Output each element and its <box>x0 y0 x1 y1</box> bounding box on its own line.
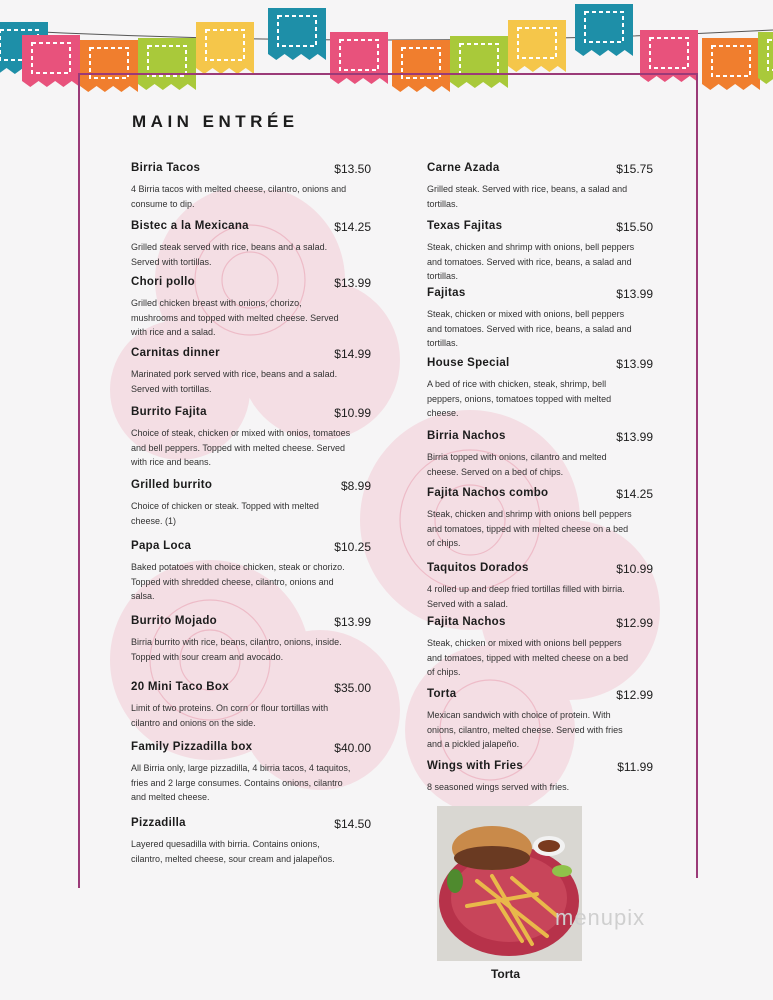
frame-right-border <box>696 73 698 878</box>
menu-item-price: $14.99 <box>334 347 371 361</box>
menu-item-name: Bistec a la Mexicana <box>131 220 249 232</box>
menu-item-name: Fajitas <box>427 287 466 299</box>
menu-item <box>131 615 371 664</box>
menu-item-name: Wings with Fries <box>427 760 524 772</box>
menu-item-name: Torta <box>427 688 457 700</box>
menu-item-name: Carnitas dinner <box>131 347 220 359</box>
menu-item-name: Texas Fajitas <box>427 220 503 232</box>
menu-item <box>427 562 653 611</box>
menu-item-name: Family Pizzadilla box <box>131 741 253 753</box>
menu-item-description: A bed of rice with chicken, steak, shrimp, bell peppers, onions, tomatoes topped with melted cheese. <box>427 379 612 418</box>
banner-flag <box>196 22 254 74</box>
menu-item <box>131 479 371 528</box>
menu-item-description: Grilled steak. Served with rice, beans, a salad and tortillas. <box>427 184 628 209</box>
menu-item-description: Grilled chicken breast with onions, chorizo, mushrooms and topped with melted cheese. Served with rice and a salad. <box>131 298 339 337</box>
menu-item <box>131 681 371 730</box>
menu-item <box>427 162 653 211</box>
banner-flag <box>702 38 760 90</box>
menu-item-price: $13.50 <box>334 162 371 176</box>
menu-item-name: Fajita Nachos <box>427 616 506 628</box>
menu-item-name: Pizzadilla <box>131 817 186 829</box>
menu-item <box>427 616 653 680</box>
banner-flag <box>392 40 450 92</box>
menu-item <box>131 540 371 604</box>
menu-item-description: Choice of chicken or steak. Topped with melted cheese. (1) <box>131 501 319 526</box>
menu-item <box>427 287 653 351</box>
menu-item-price: $13.99 <box>334 276 371 290</box>
menu-item <box>427 487 653 551</box>
menu-item <box>131 817 371 866</box>
menu-item-price: $14.50 <box>334 817 371 831</box>
menu-item-name: Taquitos Dorados <box>427 562 529 574</box>
banner-flag <box>330 32 388 84</box>
banner-flag <box>80 40 138 92</box>
menu-item-price: $12.99 <box>616 688 653 702</box>
menu-item-price: $10.99 <box>334 406 371 420</box>
banner-flag <box>450 36 508 88</box>
menu-item-description: All Birria only, large pizzadilla, 4 birria tacos, 4 taquitos, fries and 2 large consumes. Contains onions, cilantro and melted cheese. <box>131 763 351 802</box>
menu-item-price: $11.99 <box>617 760 653 774</box>
menu-item-description: Grilled steak served with rice, beans and a salad. Served with tortillas. <box>131 242 328 267</box>
menu-item <box>131 162 371 211</box>
menu-item <box>131 276 371 340</box>
menu-item-description: Baked potatoes with choice chicken, steak or chorizo. Topped with shredded cheese, cilantro, onions and salsa. <box>131 562 345 601</box>
menu-item-price: $10.99 <box>616 562 653 576</box>
menu-item-description: Steak, chicken and shrimp with onions, bell peppers and tomatoes. Served with rice, beans, a salad and tortillas. <box>427 242 635 281</box>
photo-caption: Torta <box>490 967 521 981</box>
menu-item-name: Burrito Fajita <box>131 406 207 418</box>
menu-item-price: $15.75 <box>616 162 653 176</box>
frame-left-border <box>78 73 80 888</box>
menu-item-price: $10.25 <box>334 540 371 554</box>
section-title: MAIN ENTRÉE <box>132 112 299 131</box>
menu-item-name: Birria Nachos <box>427 430 506 442</box>
menu-item-price: $13.99 <box>616 430 653 444</box>
watermark-text: menupix <box>555 905 646 930</box>
menu-item-description: Steak, chicken or mixed with onions, bell peppers and tomatoes. Served with rice, beans, a salad and tortillas. <box>427 309 632 348</box>
menu-item-price: $35.00 <box>334 681 371 695</box>
torta-photo <box>437 806 582 961</box>
menu-item-name: 20 Mini Taco Box <box>131 681 229 693</box>
banner-flag <box>268 8 326 60</box>
banner-flags <box>0 4 773 92</box>
menu-item <box>427 760 653 795</box>
menu-item <box>427 430 653 479</box>
menu-item <box>131 741 371 805</box>
menu-item-description: Mexican sandwich with choice of protein. With onions, cilantro, melted cheese. Served with fries and a pickled jalapeño. <box>427 710 623 749</box>
menu-item-description: Limit of two proteins. On corn or flour tortillas with cilantro and onions on the side. <box>131 703 329 728</box>
menu-item <box>131 406 371 470</box>
banner-flag <box>575 4 633 56</box>
menu-item-description: Birria topped with onions, cilantro and melted cheese. Served on a bed of chips. <box>427 452 607 477</box>
menu-item <box>131 347 371 396</box>
menu-item-name: Carne Azada <box>427 162 500 174</box>
menu-item <box>427 357 653 421</box>
menu-item-price: $13.99 <box>334 615 371 629</box>
menu-item-description: Layered quesadilla with birria. Contains onions, cilantro, melted cheese, sour cream and jalapeños. <box>131 839 335 864</box>
menu-item-name: Burrito Mojado <box>131 615 217 627</box>
menu-item-price: $15.50 <box>616 220 653 234</box>
menu-item-price: $13.99 <box>616 287 653 301</box>
banner-flag <box>22 35 80 87</box>
menu-item-name: Birria Tacos <box>131 162 201 174</box>
menu-item-price: $12.99 <box>616 616 653 630</box>
menu-item-name: Papa Loca <box>131 540 192 552</box>
menu-item <box>131 220 371 269</box>
menu-item-description: Steak, chicken or mixed with onions bell peppers and tomatoes, tipped with melted cheese on a bed of chips. <box>427 638 629 677</box>
frame-top-border <box>78 73 698 75</box>
menu-item <box>427 688 653 752</box>
menu-item-name: Fajita Nachos combo <box>427 487 549 499</box>
menu-item-price: $40.00 <box>334 741 371 755</box>
menu-item-description: Marinated pork served with rice, beans and a salad. Served with tortillas. <box>131 369 338 394</box>
menu-item-price: $13.99 <box>616 357 653 371</box>
menu-item-description: 4 rolled up and deep fried tortillas filled with birria. Served with a salad. <box>427 584 625 609</box>
menu-item-description: Steak, chicken and shrimp with onions bell peppers and tomatoes, tipped with melted cheese on a bed of chips. <box>427 509 632 548</box>
menu-item-description: Birria burrito with rice, beans, cilantro, onions, inside. Topped with sour cream and avocado. <box>131 637 342 662</box>
menu-item-description: 8 seasoned wings served with fries. <box>427 782 570 792</box>
menu-item-price: $8.99 <box>340 479 371 493</box>
menu-item-name: Chori pollo <box>131 276 195 288</box>
banner-flag <box>138 38 196 90</box>
menu-item-price: $14.25 <box>616 487 653 501</box>
banner-flag <box>508 20 566 72</box>
menu-item-name: House Special <box>427 357 510 369</box>
menu-item <box>427 220 653 284</box>
menu-item-description: 4 Birria tacos with melted cheese, cilantro, onions and consume to dip. <box>131 184 347 209</box>
menu-item-name: Grilled burrito <box>131 479 213 491</box>
papel-picado-banner <box>0 0 773 100</box>
menu-item-price: $14.25 <box>334 220 371 234</box>
menu-item-description: Choice of steak, chicken or mixed with onios, tomatoes and bell peppers. Topped with melted cheese. Served with rice and beans. <box>131 428 351 467</box>
